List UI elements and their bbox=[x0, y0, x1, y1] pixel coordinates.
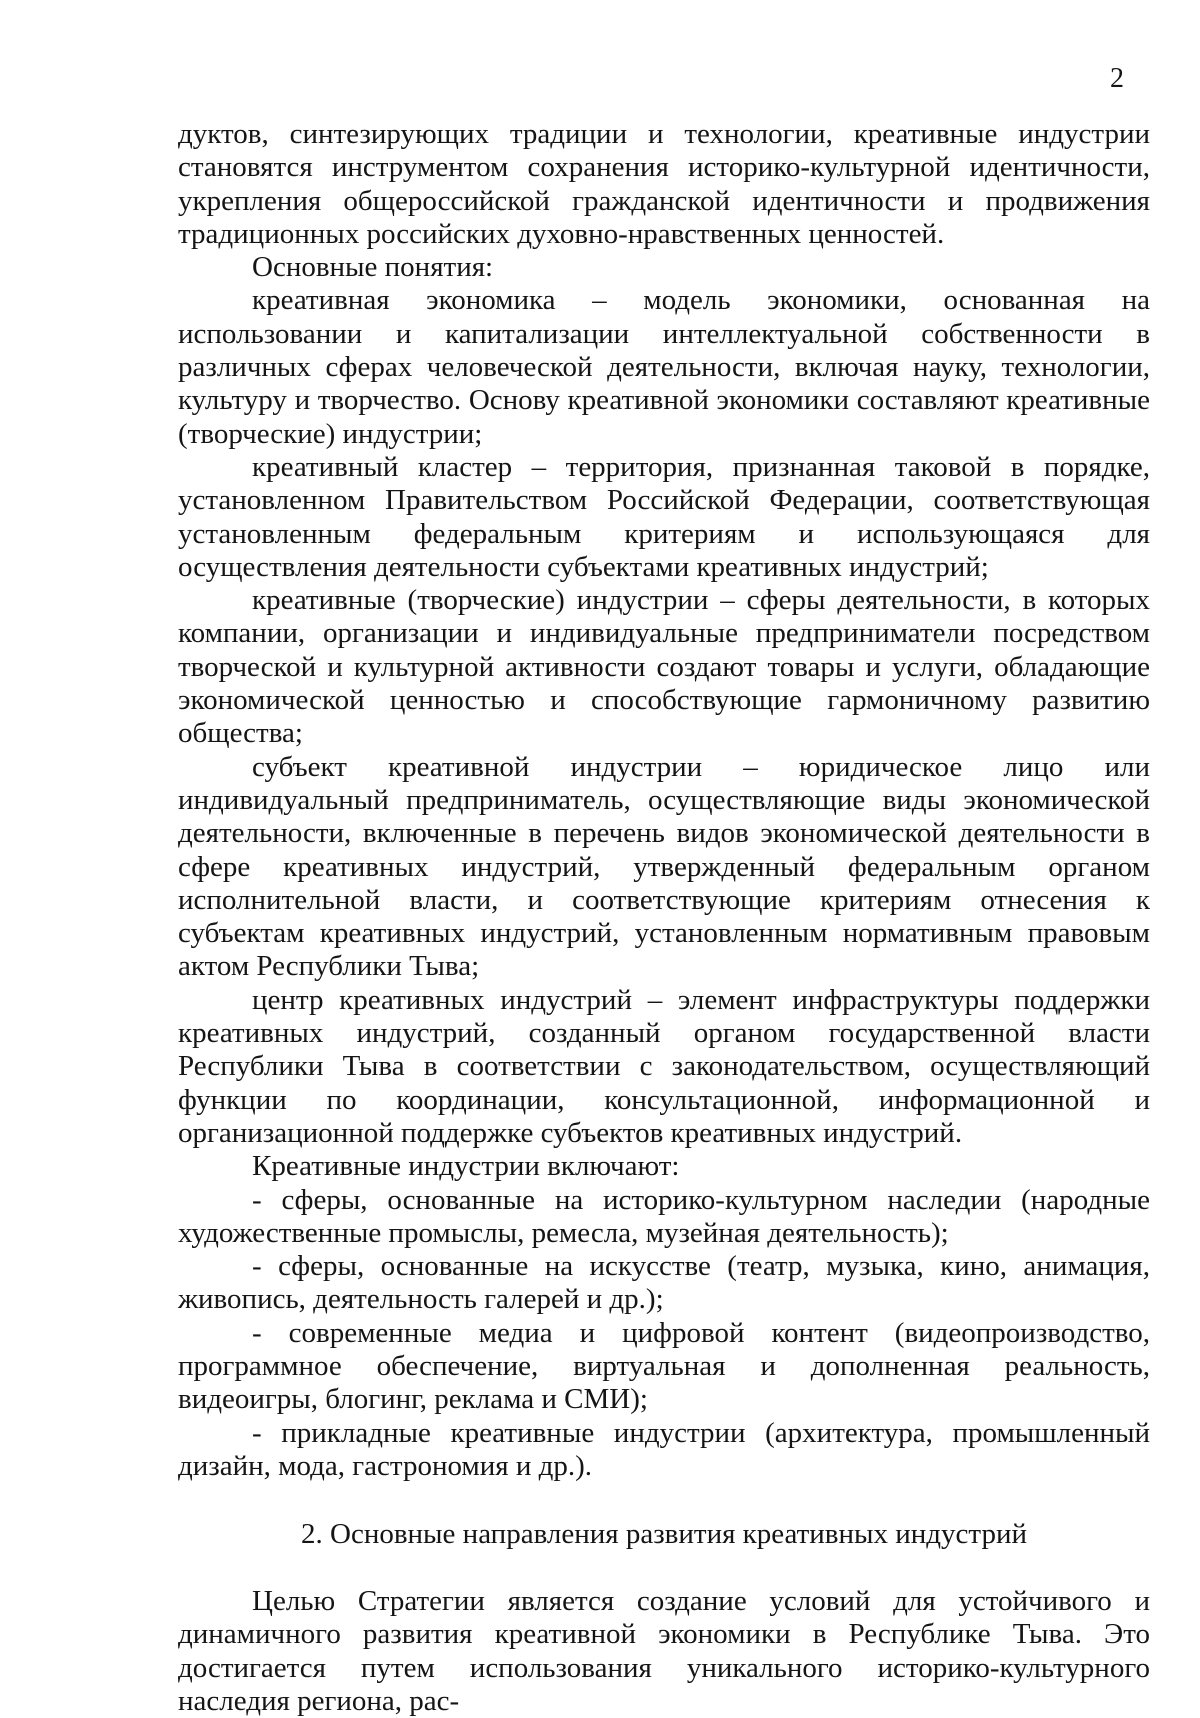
section-heading: 2. Основные направления развития креативных индустрий bbox=[301, 1518, 1027, 1551]
list-item-art: - сферы, основанные на искусстве (театр, музыка, кино, анимация, живопись, деятельность галерей и др.); bbox=[178, 1250, 1150, 1316]
paragraph-strategy-goal: Целью Стратегии является создание условий для устойчивого и динамичного развития креативной экономики в Республике Тыва. Это достигается путем использования уникального историко-культурного наследия региона, рас- bbox=[178, 1585, 1150, 1718]
document-body bbox=[178, 118, 1150, 1718]
paragraph-industries-include: Креативные индустрии включают: bbox=[252, 1150, 680, 1183]
paragraph-continuation: дуктов, синтезирующих традиции и технологии, креативные индустрии становятся инструментом сохранения историко-культурной идентичности, укрепления общероссийской гражданской идентичности и продвижения традиционных российских духовно-нравственных ценностей. bbox=[178, 118, 1150, 250]
definition-creative-industry-subject: субъект креативной индустрии – юридическое лицо или индивидуальный предприниматель, осуществляющие виды экономической деятельности, включенные в перечень видов экономической деятельности в сфере креативных индустрий, утвержденный федеральным органом исполнительной власти, и соответствующие критериям отнесения к субъектам креативных индустрий, установленным нормативным правовым актом Республики Тыва; bbox=[178, 750, 1150, 983]
definition-creative-cluster: креативный кластер – территория, признанная таковой в порядке, установленном Правительством Российской Федерации, соответствующая установленным федеральным критериям и использующаяся для осуществления деятельности субъектами креативных индустрий; bbox=[178, 450, 1150, 583]
list-item-heritage: - сферы, основанные на историко-культурном наследии (народные художественные промыслы, ремесла, музейная деятельность); bbox=[178, 1183, 1150, 1249]
definition-creative-economy: креативная экономика – модель экономики, основанная на использовании и капитализации интеллектуальной собственности в различных сферах человеческой деятельности, включая науку, технологии, культуру и творчество. Основу креативной экономики составляют креативные (творческие) индустрии; bbox=[178, 284, 1150, 450]
definition-creative-industries-center: центр креативных индустрий – элемент инфраструктуры поддержки креативных индустрий, созданный органом государственной власти Республики Тыва в соответствии с законодательством, осуществляющий функции по координации, консультационной, информационной и организационной поддержке субъектов креативных индустрий. bbox=[178, 983, 1150, 1149]
list-item-media: - современные медиа и цифровой контент (видеопроизводство, программное обеспечение, виртуальная и дополненная реальность, видеоигры, блогинг, реклама и СМИ); bbox=[178, 1316, 1150, 1416]
definition-creative-industries: креативные (творческие) индустрии – сферы деятельности, в которых компании, организации и индивидуальные предприниматели посредством творческой и культурной активности создают товары и услуги, обладающие экономической ценностью и способствующие гармоничному развитию общества; bbox=[178, 584, 1150, 750]
list-item-applied: - прикладные креативные индустрии (архитектура, промышленный дизайн, мода, гастрономия и др.). bbox=[178, 1416, 1150, 1482]
paragraph-basic-concepts: Основные понятия: bbox=[252, 251, 494, 284]
page-number: 2 bbox=[1110, 63, 1124, 94]
